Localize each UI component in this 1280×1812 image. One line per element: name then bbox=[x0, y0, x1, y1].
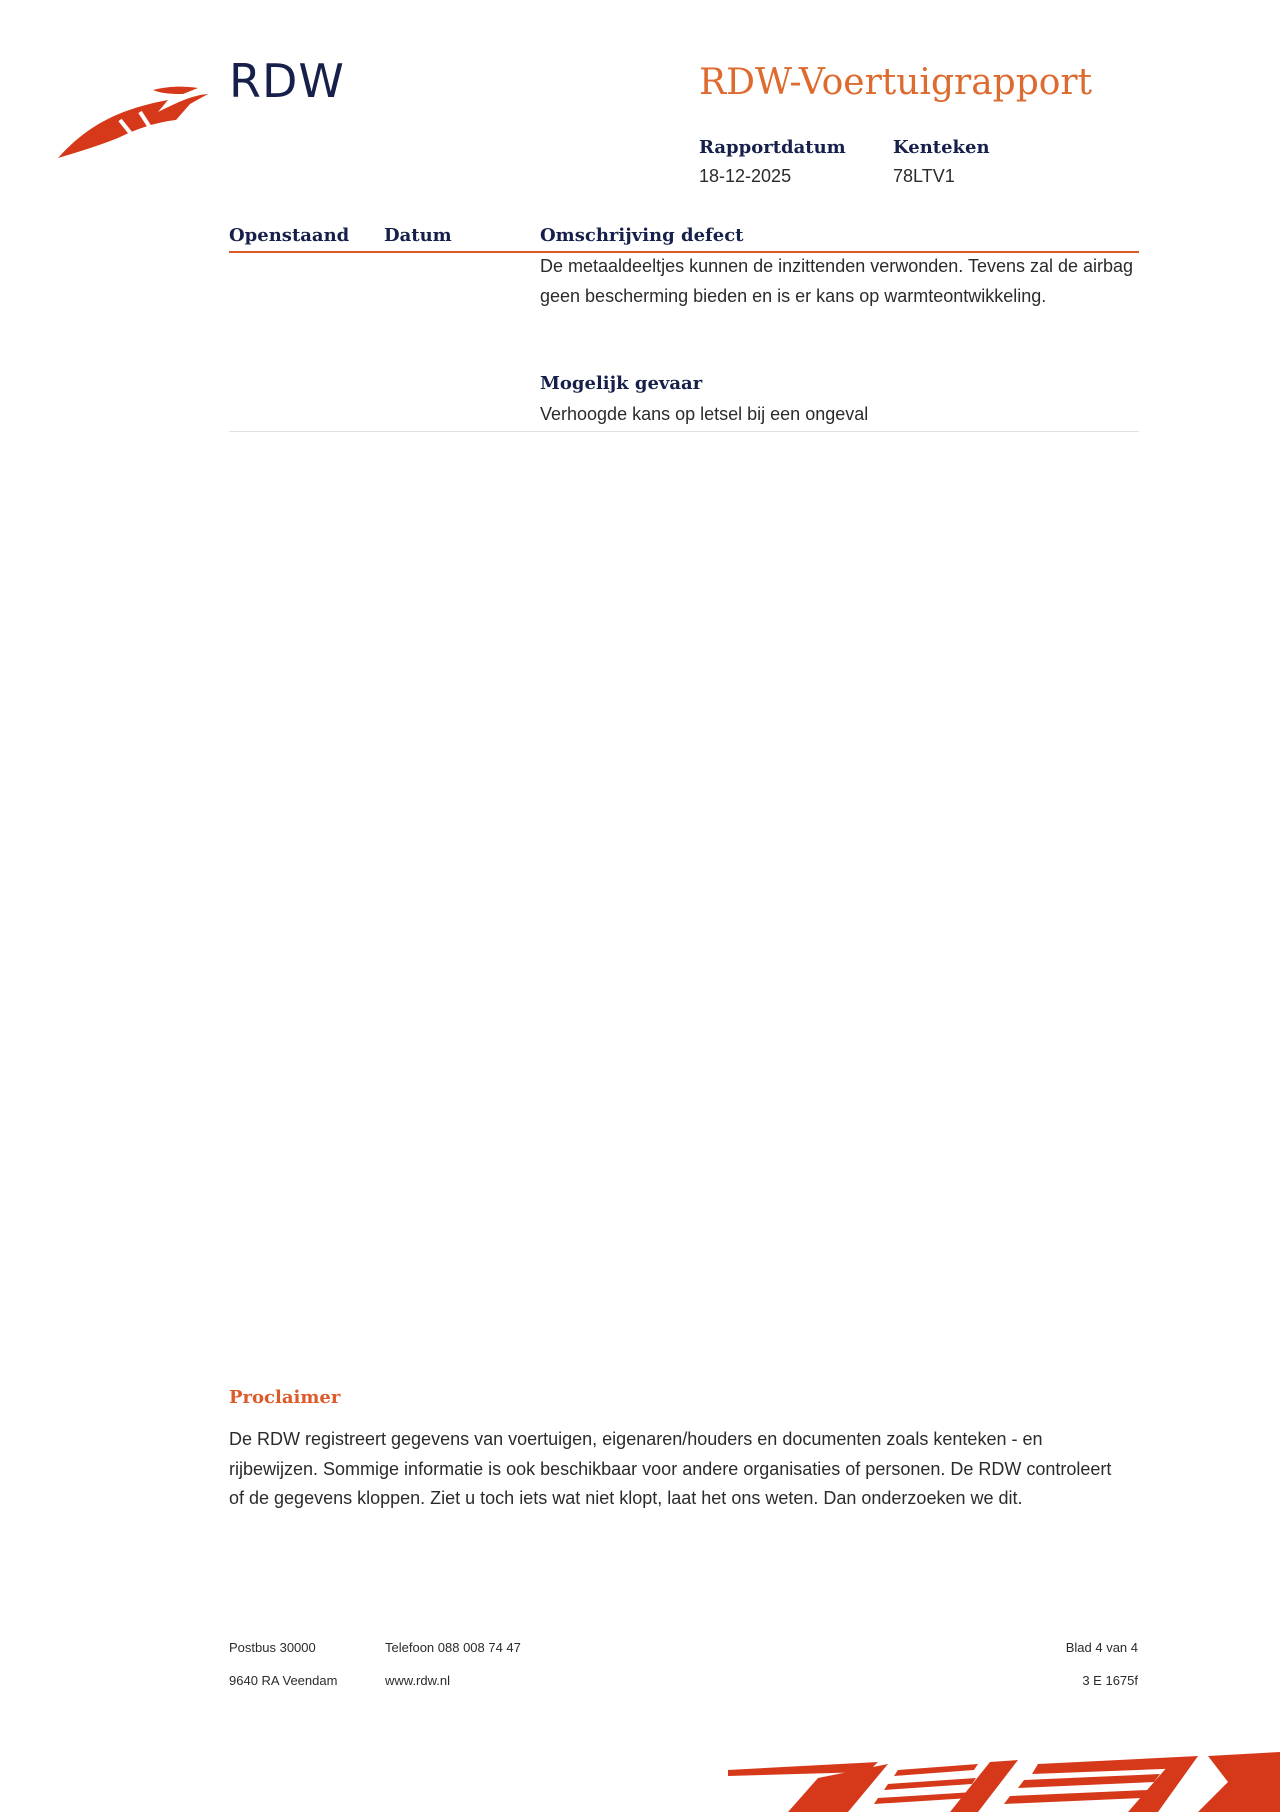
footer-page-number: Blad 4 van 4 bbox=[1065, 1640, 1138, 1655]
report-title: RDW-Voertuigrapport bbox=[699, 62, 1093, 103]
rdw-logo-text: RDW bbox=[229, 54, 345, 108]
danger-heading: Mogelijk gevaar bbox=[540, 373, 703, 394]
table-row-rule bbox=[229, 431, 1139, 432]
danger-text: Verhoogde kans op letsel bij een ongeval bbox=[540, 404, 869, 424]
plate-label: Kenteken bbox=[893, 137, 990, 158]
footer-website[interactable]: www.rdw.nl bbox=[385, 1673, 451, 1688]
rdw-bird-logo-icon bbox=[58, 80, 208, 160]
column-datum: Datum bbox=[384, 225, 452, 246]
proclaimer-heading: Proclaimer bbox=[229, 1387, 341, 1408]
footer-postbus: Postbus 30000 bbox=[229, 1640, 316, 1655]
report-date-label: Rapportdatum bbox=[699, 137, 846, 158]
plate-value: 78LTV1 bbox=[893, 166, 955, 186]
defect-description: De metaaldeeltjes kunnen de inzittenden verwonden. Tevens zal de airbag geen bescherming bieden en is er kans op warmteontwikkeling. bbox=[540, 256, 1134, 306]
rdw-stripe-decoration-icon bbox=[728, 1742, 1280, 1812]
footer-code: 3 E 1675f bbox=[1082, 1673, 1138, 1688]
defects-table-header bbox=[229, 225, 1139, 251]
footer-city: 9640 RA Veendam bbox=[229, 1673, 338, 1688]
column-omschrijving: Omschrijving defect bbox=[540, 225, 744, 246]
report-date-value: 18-12-2025 bbox=[699, 166, 792, 186]
proclaimer-text: De RDW registreert gegevens van voertuigen, eigenaren/houders en documenten zoals kenteken - en rijbewijzen. Sommige informatie is ook beschikbaar voor andere organisaties of personen. De RDW controleert of de gegevens kloppen. Ziet u toch iets wat niet klopt, laat het ons weten. Dan onderzoeken we dit. bbox=[229, 1429, 1112, 1508]
footer-phone: Telefoon 088 008 74 47 bbox=[385, 1640, 521, 1655]
column-openstaand: Openstaand bbox=[229, 225, 350, 246]
